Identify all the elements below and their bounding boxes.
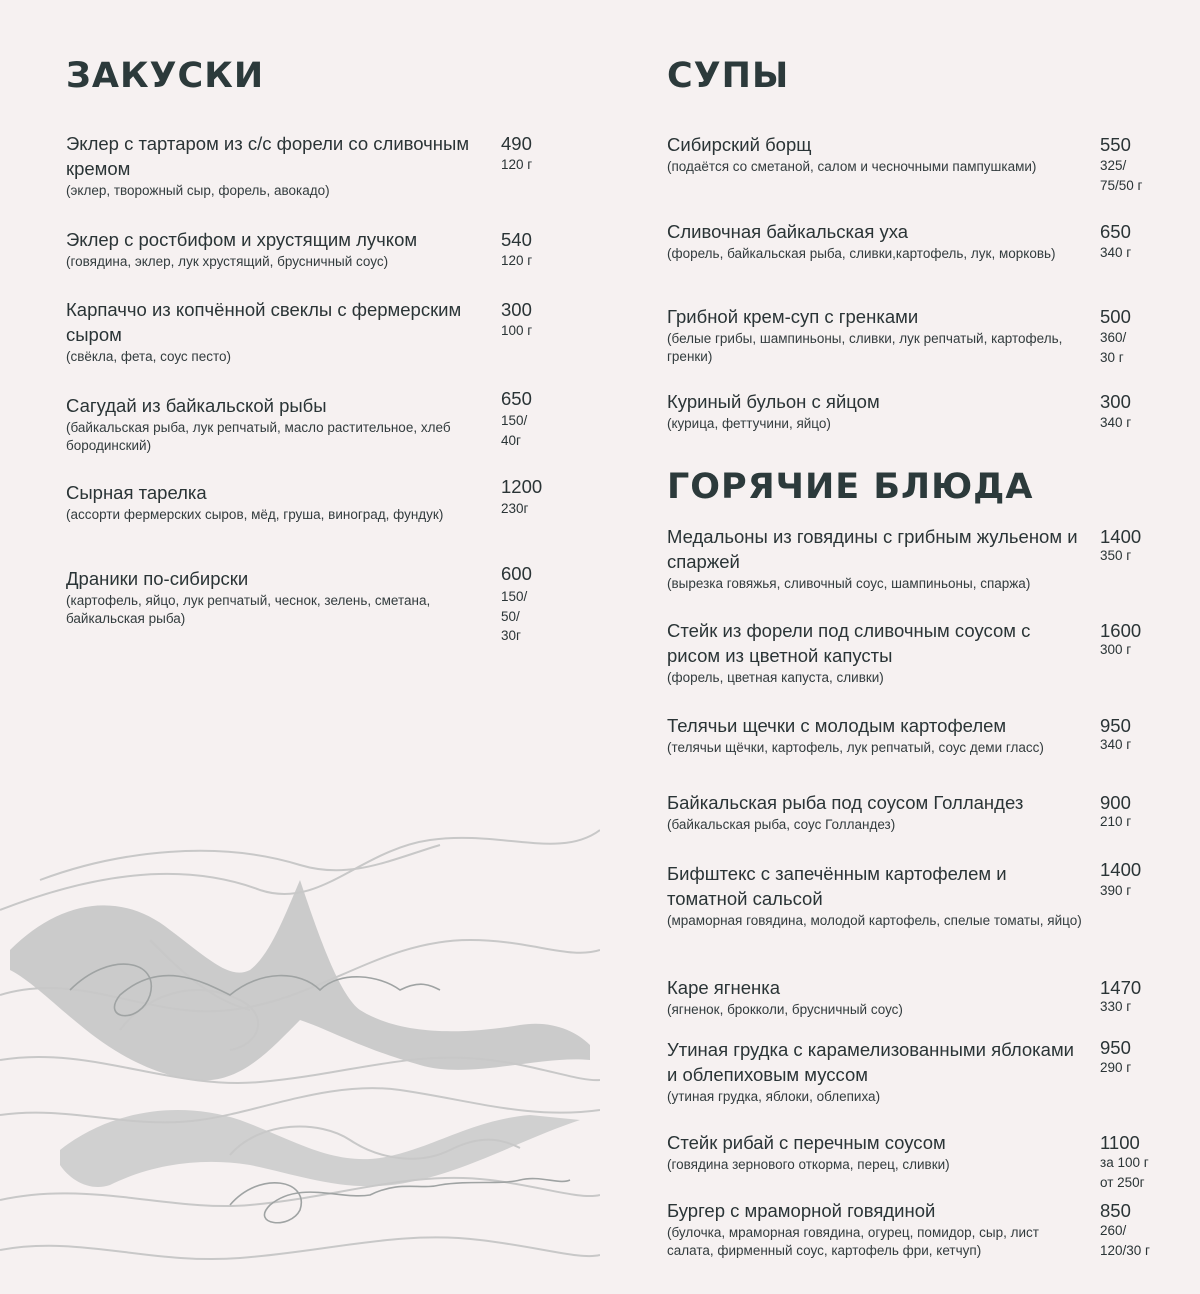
section-title-goryachie: ГОРЯЧИЕ БЛЮДА <box>667 467 1034 507</box>
item-weight: 100 г <box>501 323 533 338</box>
item-weight: 120 г <box>501 253 533 268</box>
menu-item <box>667 790 1177 834</box>
item-name: Бифштекс с запечённым картофелем и томатной сальсой <box>667 863 1007 909</box>
item-name: Грибной крем-суп с гренками <box>667 306 919 327</box>
item-description: (говядина зернового откорма, перец, сливки) <box>667 1157 950 1172</box>
item-description: (форель, цветная капуста, сливки) <box>667 670 884 685</box>
item-price: 600 <box>501 563 532 584</box>
item-name: Медальоны из говядины с грибным жульеном и спаржей <box>667 526 1078 572</box>
item-name: Утиная грудка с карамелизованными яблоками и облепиховым муссом <box>667 1039 1074 1085</box>
item-weight: 300 г <box>1100 642 1132 657</box>
wave-decoration <box>0 820 600 1294</box>
item-price: 1200 <box>501 476 543 497</box>
item-price: 1470 <box>1100 977 1142 998</box>
menu-item <box>66 388 566 455</box>
item-description: (курица, феттучини, яйцо) <box>667 416 831 431</box>
item-name: Сибирский борщ <box>667 134 812 155</box>
menu-item <box>667 1130 1177 1190</box>
item-name: Каре ягненка <box>667 977 781 998</box>
item-description: (эклер, творожный сыр, форель, авокадо) <box>66 183 330 198</box>
item-price: 1400 <box>1100 859 1142 880</box>
item-name: Эклер с тартаром из с/с форели со сливочным кремом <box>66 133 470 179</box>
menu-item <box>667 304 1177 366</box>
item-price: 650 <box>501 388 532 409</box>
item-description: (булочка, мраморная говядина, огурец, помидор, сыр, лист салата, фирменный соус, картофель фри, кетчуп) <box>667 1225 1039 1258</box>
menu-item <box>667 132 1177 193</box>
item-price: 490 <box>501 133 532 154</box>
menu-item <box>667 219 1177 263</box>
item-weight: 330 г <box>1100 999 1132 1014</box>
menu-item <box>66 297 566 366</box>
item-weight: 260/ 120/30 г <box>1100 1223 1150 1258</box>
item-description: (байкальская рыба, лук репчатый, масло растительное, хлеб бородинский) <box>66 420 451 453</box>
item-weight: 120 г <box>501 157 533 172</box>
item-description: (свёкла, фета, соус песто) <box>66 349 232 364</box>
menu-item <box>667 975 1177 1019</box>
item-description: (картофель, яйцо, лук репчатый, чеснок, зелень, сметана, байкальская рыба) <box>66 593 431 626</box>
item-price: 540 <box>501 229 532 250</box>
item-weight: 290 г <box>1100 1060 1132 1075</box>
menu-item <box>667 713 1177 757</box>
item-weight: 210 г <box>1100 814 1132 829</box>
item-price: 1100 <box>1100 1132 1140 1153</box>
item-weight: 150/ 50/ 30г <box>501 589 528 643</box>
item-name: Карпаччо из копчённой свеклы с фермерским сыром <box>66 299 462 345</box>
item-price: 950 <box>1100 715 1131 736</box>
item-description: (вырезка говяжья, сливочный соус, шампиньоны, спаржа) <box>667 576 1031 591</box>
item-description: (белые грибы, шампиньоны, сливки, лук репчатый, картофель, гренки) <box>667 331 1063 364</box>
menu-item <box>667 1198 1177 1260</box>
item-weight: 390 г <box>1100 883 1132 898</box>
section-title-supy: СУПЫ <box>667 56 790 96</box>
item-name: Сагудай из байкальской рыбы <box>66 395 327 416</box>
item-name: Куриный бульон с яйцом <box>667 391 880 412</box>
item-name: Драники по-сибирски <box>66 568 249 589</box>
item-description: (говядина, эклер, лук хрустящий, брусничный соус) <box>66 254 389 269</box>
item-description: (утиная грудка, яблоки, облепиха) <box>667 1089 881 1104</box>
item-price: 900 <box>1100 792 1131 813</box>
item-name: Бургер с мраморной говядиной <box>667 1200 936 1221</box>
item-description: (телячьи щёчки, картофель, лук репчатый, соус деми гласс) <box>667 740 1044 755</box>
item-price: 1600 <box>1100 620 1142 641</box>
item-name: Эклер с ростбифом и хрустящим лучком <box>66 229 418 250</box>
item-price: 950 <box>1100 1037 1131 1058</box>
menu-item <box>66 476 566 524</box>
section-title-zakuski: ЗАКУСКИ <box>66 56 265 96</box>
item-weight: 340 г <box>1100 737 1132 752</box>
item-price: 650 <box>1100 221 1131 242</box>
item-weight: 230г <box>501 501 529 516</box>
item-description: (мраморная говядина, молодой картофель, спелые томаты, яйцо) <box>667 913 1082 928</box>
menu-item <box>66 563 566 643</box>
item-name: Стейк из форели под сливочным соусом с рисом из цветной капусты <box>667 620 1031 666</box>
item-weight: 340 г <box>1100 415 1132 430</box>
item-name: Сливочная байкальская уха <box>667 221 909 242</box>
item-description: (форель, байкальская рыба, сливки,картофель, лук, морковь) <box>667 246 1056 261</box>
item-price: 300 <box>501 299 532 320</box>
menu-item <box>667 1037 1177 1106</box>
menu-item <box>66 131 566 200</box>
item-weight: 325/ 75/50 г <box>1100 158 1143 193</box>
item-price: 850 <box>1100 1200 1131 1221</box>
item-description: (подаётся со сметаной, салом и чесночными пампушками) <box>667 159 1037 174</box>
item-weight: 350 г <box>1100 548 1132 563</box>
item-name: Байкальская рыба под соусом Голландез <box>667 792 1024 813</box>
item-description: (байкальская рыба, соус Голландез) <box>667 817 896 832</box>
item-description: (ягненок, брокколи, брусничный соус) <box>667 1002 903 1017</box>
item-name: Стейк рибай с перечным соусом <box>667 1132 946 1153</box>
menu-item <box>667 524 1177 593</box>
item-price: 1400 <box>1100 526 1142 547</box>
menu-item <box>667 618 1177 687</box>
item-weight: 150/ 40г <box>501 413 528 448</box>
item-price: 500 <box>1100 306 1131 327</box>
item-price: 550 <box>1100 134 1131 155</box>
item-price: 300 <box>1100 391 1131 412</box>
item-name: Телячьи щечки с молодым картофелем <box>667 715 1007 736</box>
item-weight: за 100 г от 250г <box>1100 1155 1149 1190</box>
menu-item <box>667 861 1177 930</box>
item-weight: 340 г <box>1100 245 1132 260</box>
menu-item <box>66 227 566 271</box>
item-name: Сырная тарелка <box>66 482 207 503</box>
item-description: (ассорти фермерских сыров, мёд, груша, виноград, фундук) <box>66 507 444 522</box>
menu-item <box>667 389 1177 433</box>
item-weight: 360/ 30 г <box>1100 330 1127 365</box>
